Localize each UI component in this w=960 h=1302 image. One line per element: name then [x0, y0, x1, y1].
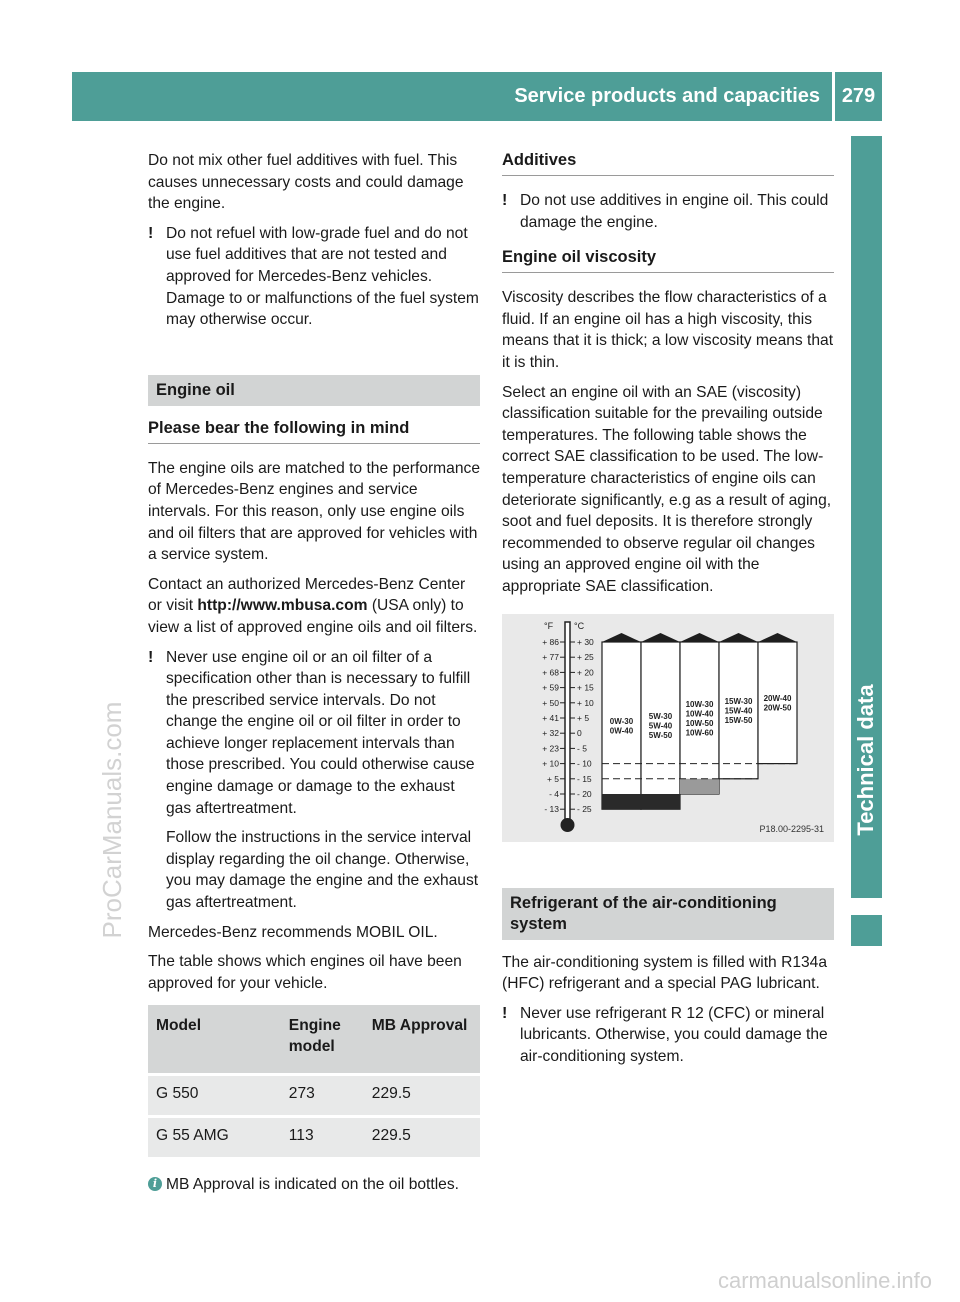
warning-icon: ! — [502, 1004, 508, 1022]
tick-label-f: + 86 — [542, 636, 559, 647]
paragraph-sae-selection: Select an engine oil with an SAE (viscosity) classification suitable for the prevailing outside temperatures. The following table shows the correct SAE classification to be used. The low-temperature characteristics of engine oils can deteriorate significantly, e.g as a result of aging, soot and fuel deposits. It is therefore strongly recommended to observe regular oil changes using an approved engine oil with the appropriate SAE classification. — [502, 383, 832, 595]
page-number: 279 — [841, 85, 876, 107]
info-icon: i — [148, 1177, 162, 1191]
tick-label-f: - 13 — [544, 803, 559, 814]
table-row — [148, 1076, 480, 1115]
thermometer-tube — [565, 622, 570, 820]
table-row — [148, 1118, 480, 1157]
class-label: 20W-40 — [763, 693, 792, 703]
table-cell: G 550 — [148, 1076, 281, 1115]
warning-low-grade-fuel — [148, 223, 480, 331]
class-label: 10W-30 — [685, 699, 714, 709]
tick-label-c: + 25 — [577, 651, 594, 662]
table-header-row — [148, 1005, 480, 1073]
table-cell: 273 — [281, 1076, 364, 1115]
tick-label-c: - 25 — [577, 803, 592, 814]
class-arrow-head — [680, 633, 719, 642]
warning-icon: ! — [148, 648, 154, 666]
class-label: 10W-40 — [685, 708, 714, 718]
class-arrow-head — [602, 633, 641, 642]
tick-label-f: + 50 — [542, 697, 559, 708]
low-temp-band — [680, 778, 719, 793]
unit-label-f: °F — [544, 620, 554, 631]
class-label: 0W-40 — [609, 725, 634, 735]
warning-text: Do not use additives in engine oil. This could damage the engine. — [520, 192, 829, 231]
tick-label-c: + 20 — [577, 666, 594, 677]
tick-label-c: + 30 — [577, 636, 594, 647]
right-column — [502, 150, 834, 1075]
table-header-cell: MB Approval — [364, 1005, 480, 1073]
warning-additives — [502, 190, 834, 233]
warning-icon: ! — [502, 192, 508, 209]
warning-refrigerant — [502, 1003, 834, 1068]
subheading-viscosity: Engine oil viscosity — [502, 247, 834, 273]
section-heading-refrigerant: Refrigerant of the air-conditioning system — [502, 888, 834, 940]
warning-text: Never use engine oil or an oil filter of a specification other than is necessary to fulfill the prescribed service intervals. Do not change the engine oil or oil filter in order to achieve longer replacement intervals than those prescribed. You could otherwise cause engine damage or damage to the exhaust gas aftertreatment. — [166, 648, 475, 817]
viscosity-chart — [502, 614, 834, 842]
mbusa-link[interactable]: http://www.mbusa.com — [197, 597, 368, 615]
class-label: 15W-30 — [724, 696, 753, 706]
info-note — [148, 1174, 480, 1196]
paragraph-mobil-oil: Mercedes-Benz recommends MOBIL OIL. — [148, 923, 438, 941]
class-arrow-head — [719, 633, 758, 642]
class-label: 5W-50 — [648, 730, 673, 740]
warning-continuation: Follow the instructions in the service interval display regarding the oil change. Otherwise, you may damage the engine and the exhaust gas aftertreatment. — [166, 829, 479, 912]
figure-code: P18.00-2295-31 — [759, 823, 824, 834]
tick-label-c: - 15 — [577, 773, 592, 784]
table-cell: 113 — [281, 1118, 364, 1157]
watermark-side: ProCarManuals.com — [97, 701, 127, 939]
table-cell: 229.5 — [364, 1118, 480, 1157]
section-heading-engine-oil: Engine oil — [148, 375, 480, 406]
info-text: MB Approval is indicated on the oil bottles. — [166, 1176, 459, 1194]
warning-text: Never use refrigerant R 12 (CFC) or mineral lubricants. Otherwise, you could damage the air-conditioning system. — [520, 1004, 828, 1065]
left-column — [148, 150, 480, 1196]
watermark-bottom: carmanualsonline.info — [717, 1268, 932, 1293]
class-label: 15W-50 — [724, 715, 753, 725]
page-header-title: Service products and capacities — [514, 85, 820, 107]
side-tab-label: Technical data — [853, 684, 878, 836]
tick-label-c: + 10 — [577, 697, 594, 708]
class-label: 0W-30 — [609, 716, 634, 726]
paragraph-viscosity-definition: Viscosity describes the flow characteristics of a fluid. If an engine oil has a high viscosity, this means that it is thick; a low viscosity means that it is thin. — [502, 289, 834, 371]
paragraph-fuel-additives: Do not mix other fuel additives with fuel. This causes unnecessary costs and could damage the engine. — [148, 152, 464, 213]
warning-oil-filter — [148, 647, 480, 820]
warning-text: Do not refuel with low-grade fuel and do not use fuel additives that are not tested and approved for Mercedes-Benz vehicles. Damage to or malfunctions of the fuel system may otherwise occur. — [166, 224, 479, 329]
class-arrow-head — [758, 633, 797, 642]
table-header-cell: Engine model — [281, 1005, 364, 1073]
tick-label-f: + 32 — [542, 727, 559, 738]
tick-label-f: + 59 — [542, 682, 559, 693]
paragraph-table-intro: The table shows which engines oil have been approved for your vehicle. — [148, 953, 462, 992]
class-label: 10W-60 — [685, 727, 714, 737]
tick-label-c: 0 — [577, 727, 582, 738]
tick-label-f: - 4 — [549, 788, 559, 799]
class-label: 5W-40 — [648, 721, 673, 731]
viscosity-chart-svg — [502, 614, 834, 842]
paragraph-contact-center — [148, 574, 480, 639]
paragraph-refrigerant-filled: The air-conditioning system is filled with R134a (HFC) refrigerant and a special PAG lubricant. — [502, 953, 828, 993]
warning-icon: ! — [148, 224, 154, 242]
contact-text-pre: Contact an authorized Mercedes-Benz Center or visit — [148, 575, 466, 615]
table-cell: G 55 AMG — [148, 1118, 281, 1157]
class-label: 10W-50 — [685, 718, 714, 728]
tick-label-f: + 41 — [542, 712, 559, 723]
approval-table — [148, 1002, 480, 1160]
tick-label-c: - 10 — [577, 758, 592, 769]
side-tab-block — [851, 915, 882, 946]
subheading-bear-in-mind: Please bear the following in mind — [148, 418, 480, 444]
tick-label-c: + 15 — [577, 682, 594, 693]
unit-label-c: °C — [574, 620, 585, 631]
contact-text-post: (USA only) to view a list of approved engine oils and oil filters. — [148, 597, 478, 636]
tick-label-f: + 10 — [542, 758, 559, 769]
table-header-cell: Model — [148, 1005, 281, 1073]
tick-label-f: + 68 — [542, 666, 559, 677]
class-arrow-head — [641, 633, 680, 642]
class-label: 15W-40 — [724, 705, 753, 715]
tick-label-f: + 77 — [542, 651, 559, 662]
subheading-additives: Additives — [502, 150, 834, 176]
class-label: 5W-30 — [648, 711, 673, 721]
tick-label-c: - 20 — [577, 788, 592, 799]
class-label: 20W-50 — [763, 703, 792, 713]
thermometer-bulb — [561, 818, 575, 832]
tick-label-c: + 5 — [577, 712, 590, 723]
tick-label-f: + 23 — [542, 742, 559, 753]
tick-label-c: - 5 — [577, 742, 587, 753]
low-temp-band — [602, 794, 680, 809]
tick-label-f: + 5 — [546, 773, 559, 784]
table-cell: 229.5 — [364, 1076, 480, 1115]
paragraph-engine-oils-matched: The engine oils are matched to the performance of Mercedes-Benz engines and service intervals. For this reason, only use engine oils and oil filters that are approved for vehicles with a service system. — [148, 459, 480, 564]
